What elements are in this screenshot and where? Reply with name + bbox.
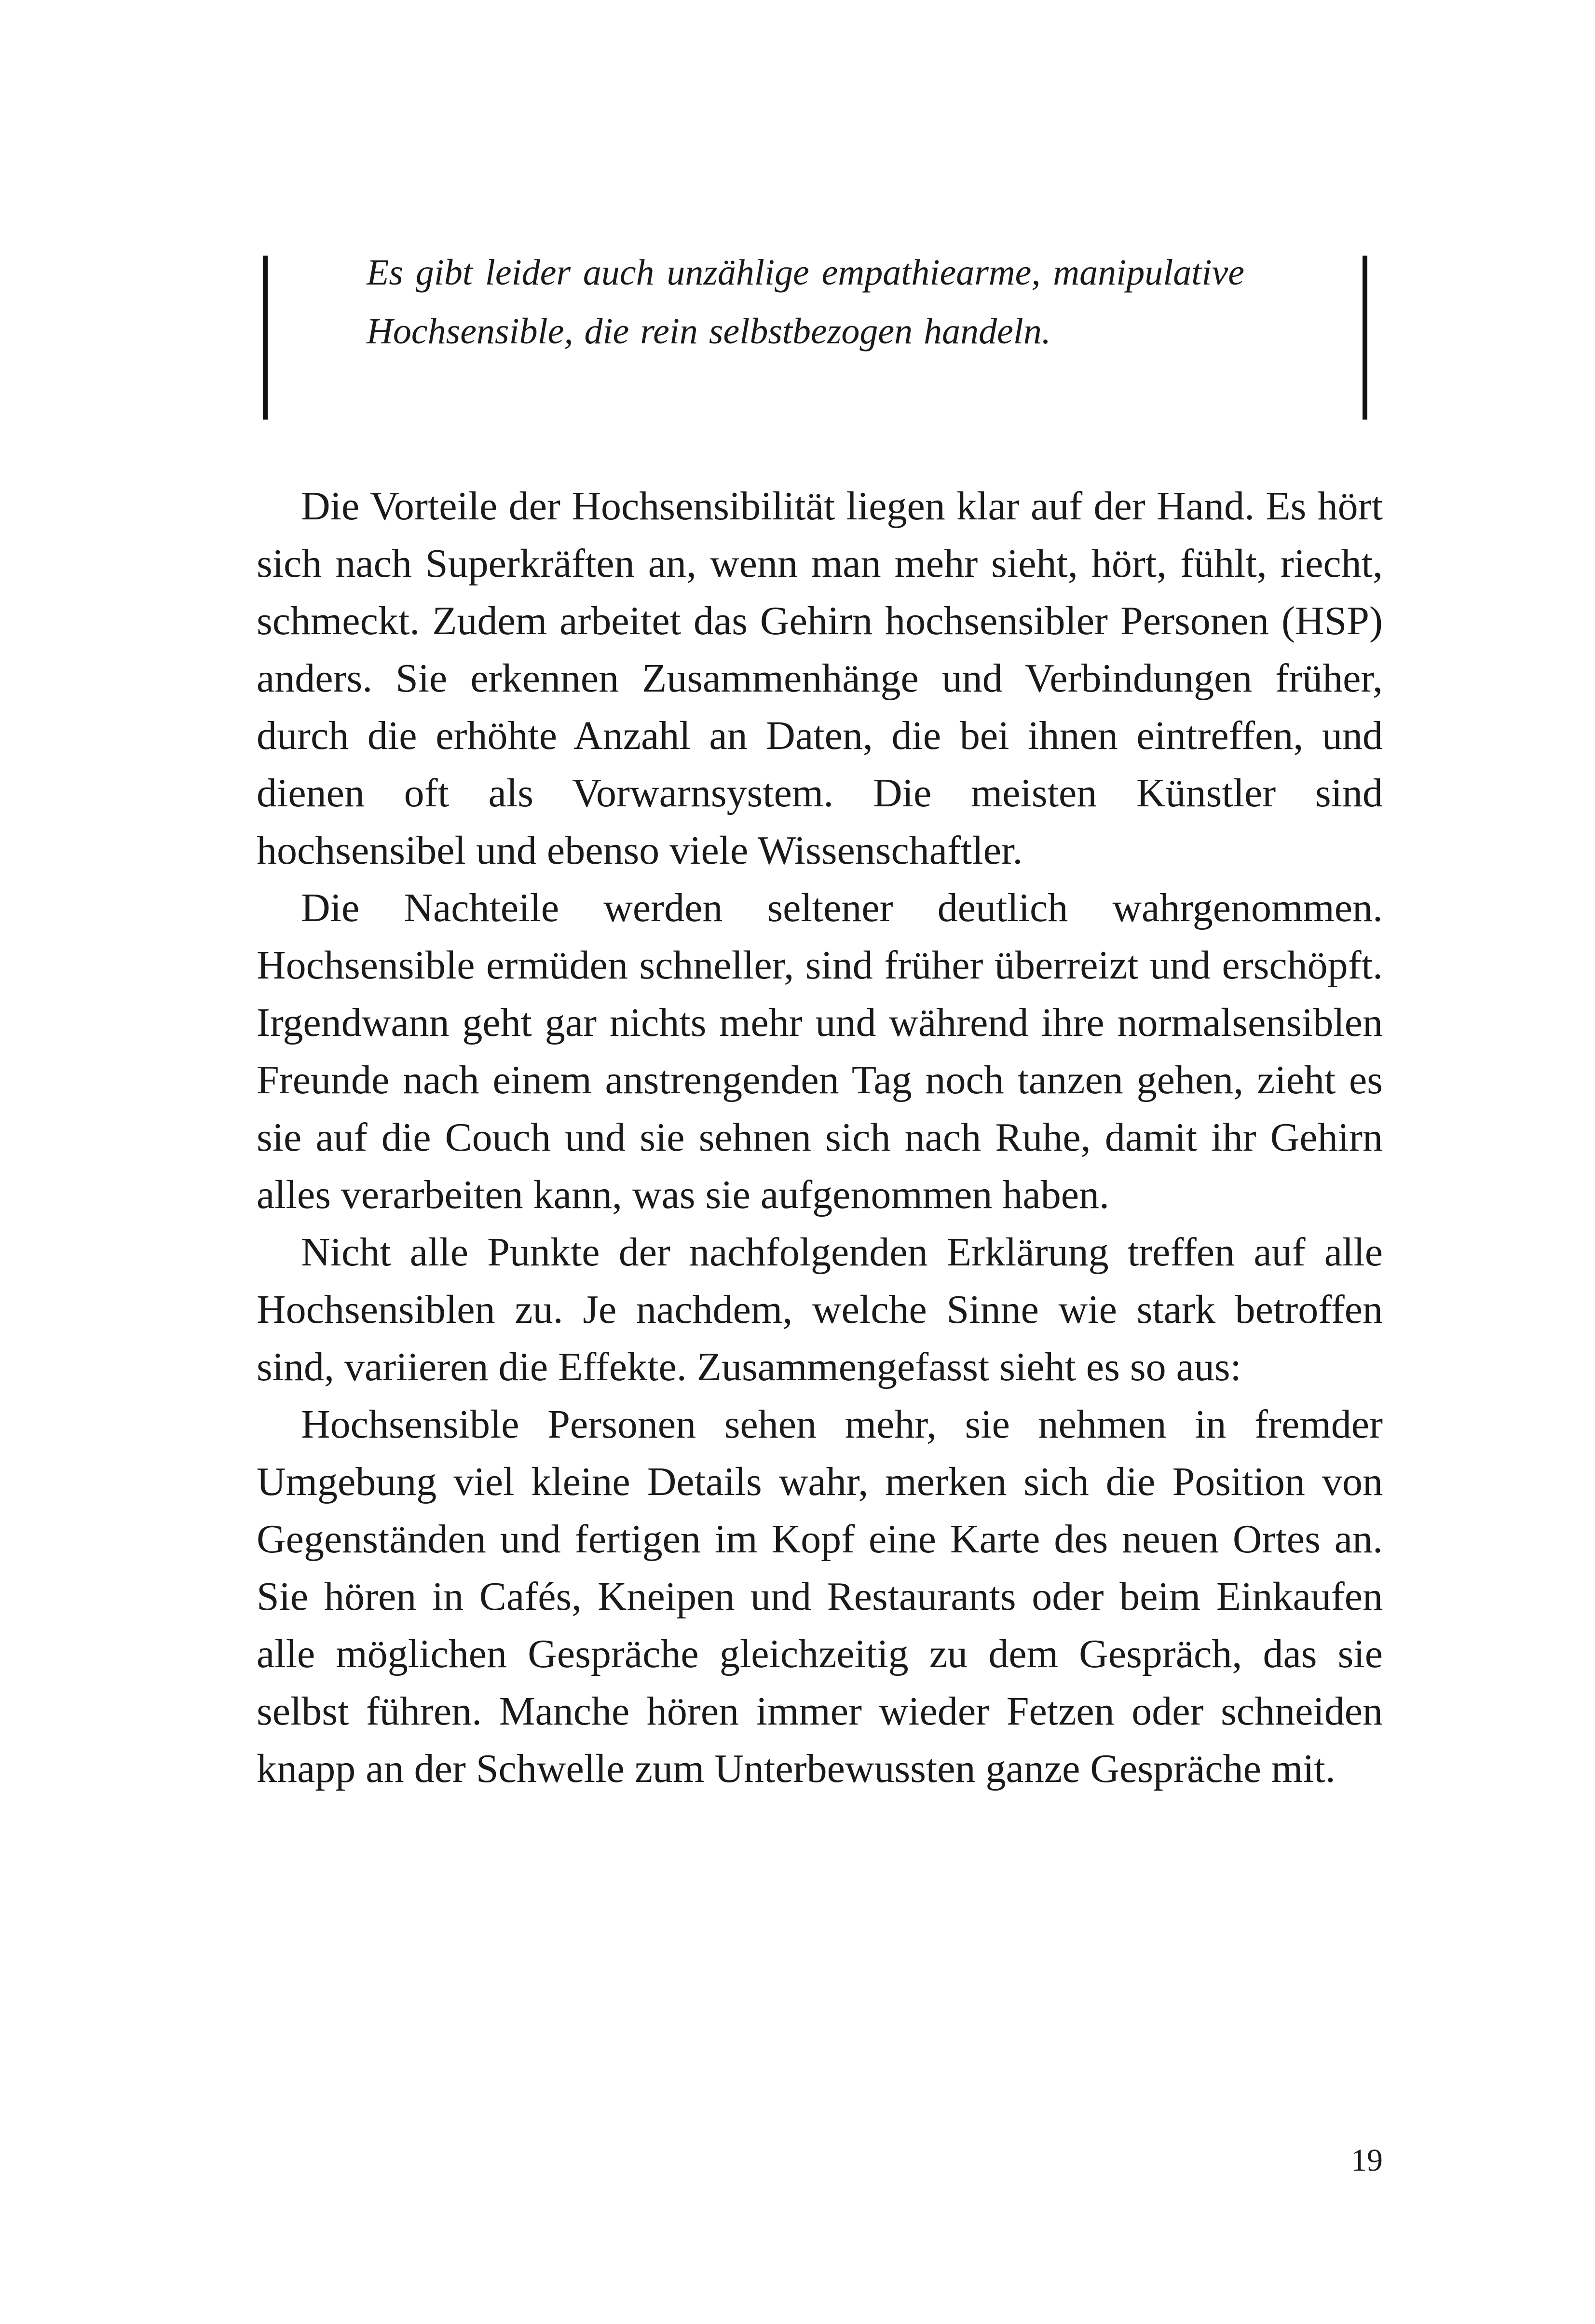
page-number: 19 bbox=[1351, 2143, 1383, 2178]
pull-quote bbox=[263, 252, 1367, 420]
quote-bar-left bbox=[263, 256, 268, 420]
paragraph-advantages: Die Vorteile der Hochsensibilität liegen klar auf der Hand. Es hört sich nach Superkräften an, wenn man mehr sieht, hört, fühlt, riecht, schmeckt. Zudem arbeitet das Gehirn hochsensibler Personen (HSP) anders. Sie erkennen Zusammenhänge und Verbindungen früher, durch die erhöhte Anzahl an Daten, die bei ihnen eintreffen, und dienen oft als Vorwarnsystem. Die meisten Künstler sind hochsensibel und ebenso viele Wissenschaftler. bbox=[257, 484, 1383, 873]
quote-bar-right bbox=[1363, 256, 1367, 420]
body-text bbox=[257, 477, 1383, 1797]
paragraph-disadvantages: Die Nachteile werden seltener deutlich wahrgenommen. Hochsensible ermüden schneller, sind früher überreizt und erschöpft. Irgendwann geht gar nichts mehr und während ihre normalsensiblen Freunde nach einem anstrengenden Tag noch tanzen gehen, zieht es sie auf die Couch und sie sehnen sich nach Ruhe, damit ihr Gehirn alles verarbeiten kann, was sie aufgenommen haben. bbox=[257, 885, 1383, 1217]
paragraph-seeing-hearing: Hochsensible Personen sehen mehr, sie nehmen in fremder Umgebung viel kleine Details wahr, merken sich die Position von Gegenständen und fertigen im Kopf eine Karte des neuen Ortes an. Sie hören in Cafés, Kneipen und Restaurants oder beim Einkaufen alle möglichen Gespräche gleichzeitig zu dem Gespräch, das sie selbst führen. Manche hören immer wieder Fetzen oder schneiden knapp an der Schwelle zum Unterbewussten ganze Gespräche mit. bbox=[257, 1402, 1383, 1791]
pull-quote-text: Es gibt leider auch unzählige empathiearme, manipulative Hochsensible, die rein selbstbezogen handeln. bbox=[367, 252, 1244, 352]
paragraph-explanation-intro: Nicht alle Punkte der nachfolgenden Erklärung treffen auf alle Hochsensiblen zu. Je nachdem, welche Sinne wie stark betroffen sind, variieren die Effekte. Zusammengefasst sieht es so aus: bbox=[257, 1230, 1383, 1389]
